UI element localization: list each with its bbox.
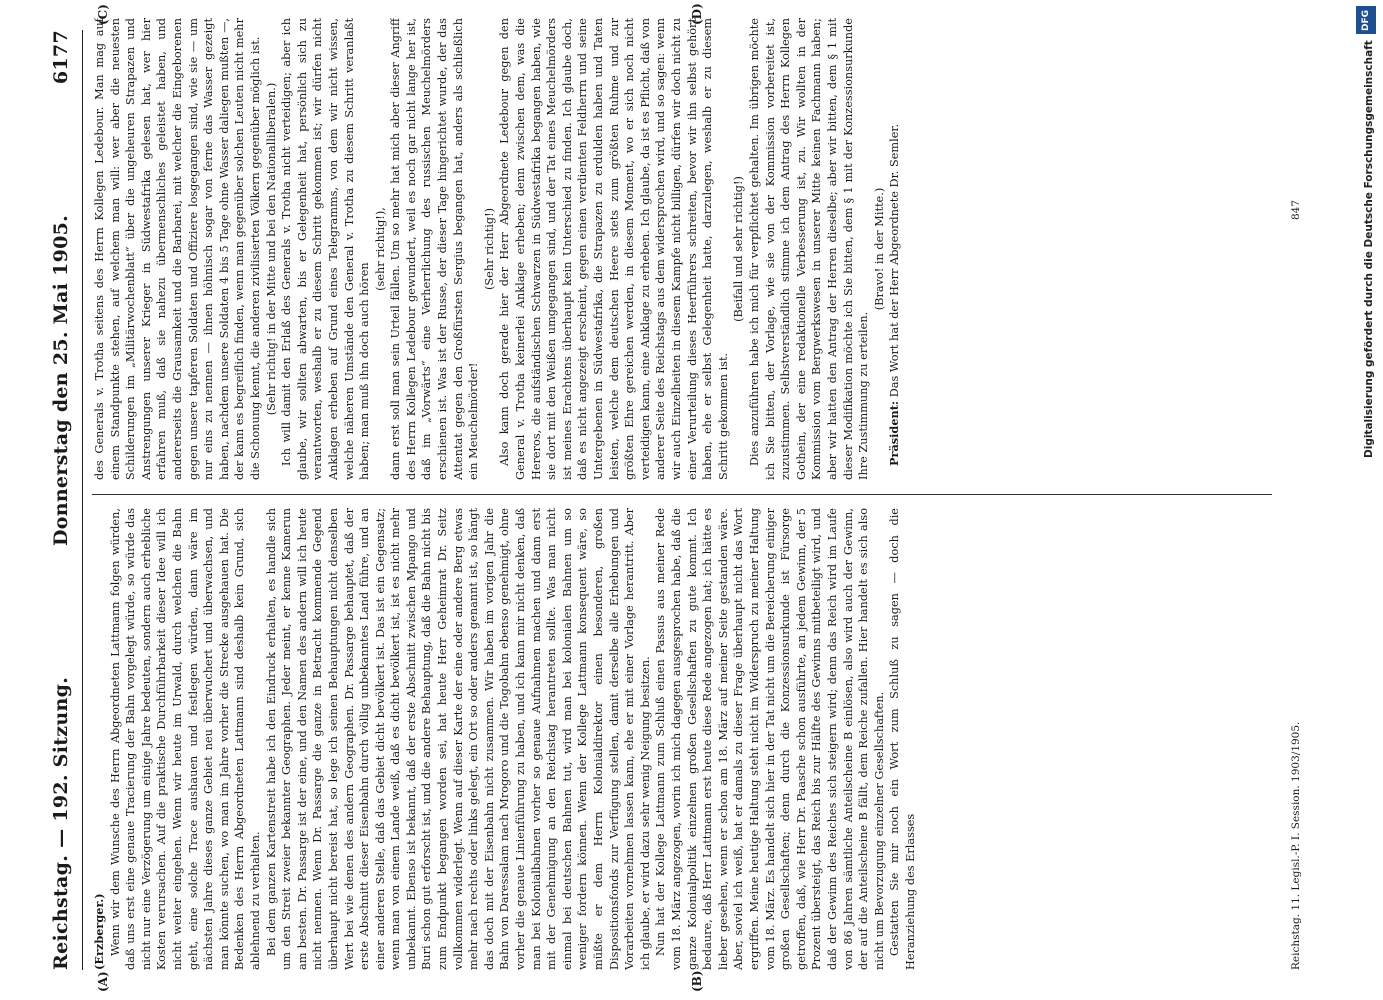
header-rule [82,30,83,970]
footer-session: Reichstag. 11. Legisl.-P. I. Session. 1903/1905. [1290,721,1302,970]
interjection: (Beifall und sehr richtig!) [732,176,746,322]
column-divider [92,494,1272,495]
right-paragraph: des Generals v. Trotha seitens des Herrn Kollegen Ledebour. Man mag auf einem Standpunkte stehen, auf welchem man will: wer aber die neuesten Schilderungen im „Militärwochenblatt“ über die ungeheuren Strapazen und Anstrengungen unserer Krieger in Südwestafrika gelesen hat, wer hier erfahren muß, daß sie nahezu übermenschliches geleistet haben, und andererseits die Grausamkeit und die Barbarei, mit welcher die Eingeborenen gegen unsere tapferen Soldaten und Offiziere losgegangen sind, wie sie — um nur eins zu nennen — ihnen höhnisch sogar von ferne das Wasser gezeigt haben, nachdem unsere Soldaten 4 bis 5 Tage ohne Wasser daliegen mußten —, der kann es begreiflich finden, wenn man gegenüber solchen Leuten nicht mehr die Schonung kennt, die anderen zivilisierten Völkern gegenüber möglich ist. [93,18,262,480]
right-paragraph: dann erst soll man sein Urteil fällen. Um so mehr hat mich aber dieser Angriff des Herrn Kollegen Ledebour gewundert, weil es noch gar nicht lange her ist, daß im „Vorwärts“ eine Verherrlichung des russischen Meuchelmörders erschienen ist. Was ist der Russe, der dieser Tage hingerichtet wurde, der das Attentat gegen den Großfürsten Sergius begangen hat, anders als schließlich ein Meuchelmörder! [389,18,481,480]
interjection: (sehr richtig!), [373,207,387,291]
left-paragraph: Nun hat der Kollege Lattmann zum Schluß einen Passus aus meiner Rede vom 18. März angezogen, worin ich mich dagegen ausgesprochen habe, daß die ganze Kolonialpolitik einzelnen großen Gesellschaften zu gute kommt. Ich bedaure, daß Herr Lattmann erst heute diese Rede angezogen hat; ich hätte es lieber gesehen, wenn er schon am 18. März auf meiner Seite gestanden wäre. Aber, soviel ich weiß, hat er damals zu dieser Frage überhaupt nicht das Wort ergriffen. Meine heutige Haltung steht nicht im Widerspruch zu meiner Haltung vom 18. März. Es handelt sich hier in der Tat nicht um die Bereicherung einiger großen Gesellschaften; denn durch die Konzessionsurkunde ist Fürsorge getroffen, daß, wie Herr Dr. Paasche schon ausführte, an jedem Gewinn, der 5 Prozent übersteigt, das Reich bis zur Hälfte des Gewinns mitbeteiligt wird, und daß der Gewinn des Reiches sich steigern wird; denn das Reich wird im Laufe von 86 Jahren sämtliche Anteilscheine B einlösen, also wird auch der Gewinn, der auf die Anteilscheine B fällt, dem Reiche zufallen. Hier handelt es sich also nicht um Bevorzugung einzelner Gesellschaften. [654,508,886,970]
interjection: (Bravo! in der Mitte.) [872,187,886,311]
speaker-name: (Erzberger.) [92,893,106,970]
page-header [50,30,76,970]
marker-b: (B) [690,970,704,992]
page-number: 6177 [50,30,72,85]
header-left: Reichstag. — 192. Sitzung. [50,676,72,970]
left-column [92,508,1307,970]
right-paragraph: Also kann doch gerade hier der Herr Abgeordnete Ledebour gegen den General v. Trotha keinerlei Anklage erheben; denn zwischen dem, was die Hereros, die aufständischen Schwarzen in Südwestafrika begangen haben, wie sie dort mit den Weißen umgegangen sind, und der Tat eines Meuchelmörders ist meines Erachtens überhaupt kein Unterschied zu finden. Ich glaube doch, daß es nicht angezeigt erscheint, gegen einen verdienten Feldherrn und seine Untergebenen in Südwestafrika, die Strapazen zu erdulden haben und Taten leisten, welche dem deutschen Heere stets zum größten Ruhme und zur größten Ehre gereichen werden, in diesem Moment, wo er sich noch nicht verteidigen kann, eine Anklage zu erheben. Ich glaube, da ist es Pflicht, daß von anderer Seite des Reichstags aus dem widersprochen wird, und so sagen: wenn wir auch Einzelheiten in diesem Kampfe nicht billigen, dürfen wir doch nicht zu einer Verurteilung dieses Heerführers schreiten, bevor wir ihn selbst gehört haben, ehe er selbst Gelegenheit hatte, darzulegen, weshalb er zu diesem Schritt gekommen ist. [498,18,730,480]
sheet-number: 847 [1290,199,1302,220]
president-line [887,18,903,480]
right-paragraph: Ich will damit den Erlaß des Generals v. Trotha nicht verteidigen; aber ich glaube, wir sollten abwarten, bis er Gelegenheit hat, persönlich sich zu verantworten, weshalb er zu diesem Schritt gekommen ist; wir dürfen nicht Anklagen erheben auf Grund eines Telegramms, von dem wir nicht wissen, welche näheren Umstände den General v. Trotha zu diesem Schritt veranlaßt haben; man muß ihn doch auch hören [280,18,372,480]
left-paragraph: Wenn wir dem Wunsche des Herrn Abgeordneten Lattmann folgen würden, daß uns erst eine genaue Tracierung der Bahn vorgelegt würde, so würde das nicht nur eine Verzögerung um einige Jahre bedeuten, sondern auch erhebliche Kosten verursachen. Auf die praktische Durchführbarkeit dieser Idee will ich nicht weiter eingehen. Wenn wir heute im Urwald, durch welchen die Bahn geht, eine solche Trace aushauen und festlegen würden, dann wäre im nächsten Jahre dieses ganze Gebiet neu überwuchert und überwachsen, und man könnte suchen, wo man im Jahre vorher die Strecke ausgehauen hat. Die Bedenken des Herrn Abgeordneten Lattmann sind deshalb kein Grund, sich ablehnend zu verhalten. [108,508,262,970]
left-paragraph: Bei dem ganzen Kartenstreit habe ich den Eindruck erhalten, es handle sich um den Streit zweier bekannter Geographen. Jeder meint, er kenne Kamerun am besten. Dr. Passarge ist der eine, und den Namen des andern will ich heute nicht nennen. Wenn Dr. Passarge die ganze in Betracht kommende Gegend überhaupt nicht bereist hat, so lege ich seinen Behauptungen nicht denselben Wert bei wie denen des andern Geographen. Dr. Passarge behauptet, daß der erste Abschnitt dieser Eisenbahn durch völlig unbekanntes Land führe, und an einer anderen Stelle, daß das Gebiet dicht bevölkert ist. Das ist ein Gegensatz; wenn man von einem Lande weiß, daß es dicht bevölkert ist, ist es nicht mehr unbekannt. Ebenso ist bekannt, daß der erste Abschnitt zwischen Mpango und Buri schon gut erforscht ist, und die andere Behauptung, daß die Bahn nicht bis zum Endpunkt begangen worden sei, hat heute Herr Geheimrat Dr. Seitz vollkommen widerlegt. Wenn auf dieser Karte der eine oder andere Berg etwas mehr nach rechts oder links gelegt, ein Ort so oder anders genannt ist, so hängt das doch mit der Eisenbahn nicht zusammen. Wir haben im vorigen Jahr die Bahn von Daressalam nach Mrogoro und die Togobahn ebenso genehmigt, ohne vorher die genaue Linienführung zu haben, und ich kann mir nicht denken, daß man bei Kolonialbahnen vorher so genaue Aufnahmen machen und dann erst mit der Genehmigung an den Reichstag herantreten sollte. Was man nicht einmal bei deutschen Bahnen tut, wird man bei kolonialen Bahnen um so weniger fordern können. Wenn der Kollege Lattmann konsequent wäre, so müßte er dem Herrn Kolonialdirektor einen besonderen, großen Dispositionsfonds zur Verfügung stellen, damit derselbe alle Erhebungen und Vorarbeiten vornehmen lassen kann, ehe er mit einer Vorlage herantritt. Aber ich glaube, er wird dazu sehr wenig Neigung besitzen. [264,508,652,970]
marker-d: (D) [690,3,704,25]
dfg-logo: DFG [1356,6,1376,34]
marker-c: (C) [96,4,110,25]
interjection: (Sehr richtig!) [482,207,496,291]
left-paragraph: Gestatten Sie mir noch ein Wort zum Schluß zu sagen — doch die Heranziehung des Erlasses [888,508,917,970]
dfg-funding-note: Digitalisierung gefördert durch die Deutsche Forschungsgemeinschaft [1363,40,1375,458]
president-label: Präsident: [887,400,902,466]
president-text: Das Wort hat der Herr Abgeordnete Dr. Semler. [888,123,902,398]
interjection: (Sehr richtig! in der Mitte und bei den Nationalliberalen.) [264,82,278,416]
right-column [92,18,1282,480]
header-date: Donnerstag den 25. Mai 1905. [50,214,72,547]
marker-a: (A) [96,971,110,992]
right-paragraph: Dies anzuführen habe ich mich für verpflichtet gehalten. Im übrigen möchte ich Sie bitten, der Vorlage, wie sie von der Kommission vorbereitet ist, zuzustimmen. Selbstverständlich stimme ich dem Antrag des Herrn Kollegen Gothein, der eine redaktionelle Verbesserung ist, zu. Wir wollten in der Kommission vom Bergwerkswesen in unserer Mitte keinen Fachmann haben; aber wir hatten den Antrag der Herren dieselbe; aber wir bitten, dem § 1 mit dieser Modifikation möchte ich Sie bitten, dem § 1 mit der Konzessionsurkunde Ihre Zustimmung zu erteilen. [747,18,871,480]
